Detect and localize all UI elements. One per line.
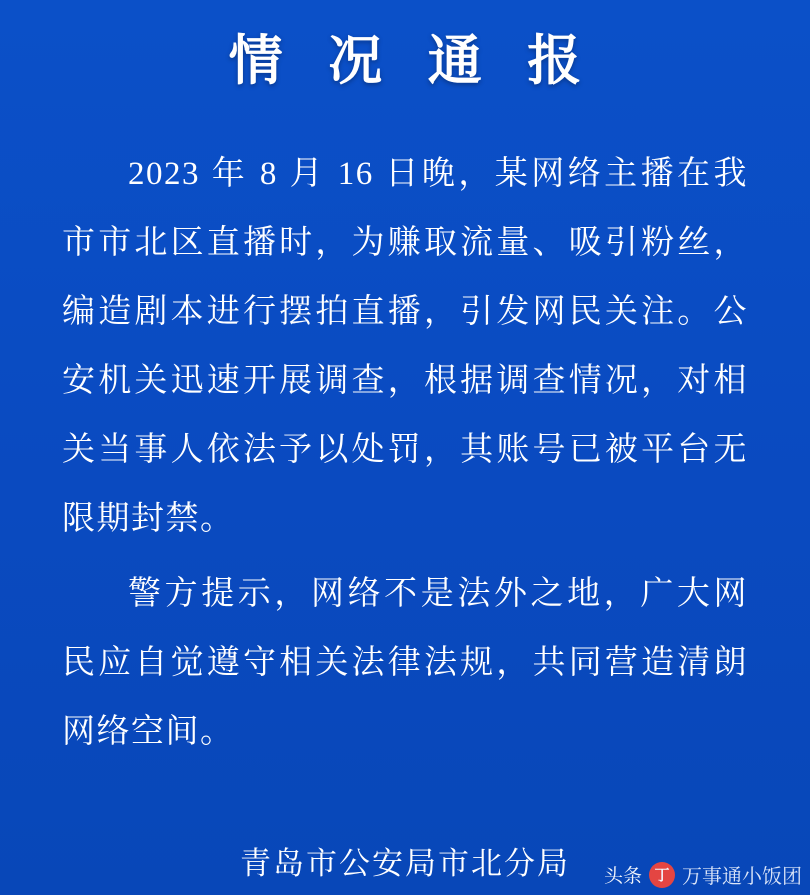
notice-body	[62, 140, 748, 773]
issuer-signature: 青岛市公安局市北分局	[240, 846, 570, 881]
notice-paragraph-2: 警方提示，网络不是法外之地，广大网民应自觉遵守相关法律法规，共同营造清朗网络空间。	[62, 576, 748, 750]
account-avatar-icon: 丁	[649, 862, 675, 888]
notice-paragraph-1: 2023 年 8 月 16 日晚，某网络主播在我市市北区直播时，为赚取流量、吸引粉丝，编造剧本进行摆拍直播，引发网民关注。公安机关迅速开展调查，根据调查情况，对相关当事人依法予以处罚，其账号已被平台无限期封禁。	[62, 156, 748, 537]
watermark-account-name: 万事通小饭团	[682, 866, 802, 888]
toutiao-logo: 头条	[603, 866, 642, 887]
watermark	[604, 860, 802, 889]
page-title: 情 况 通 报	[228, 31, 598, 91]
